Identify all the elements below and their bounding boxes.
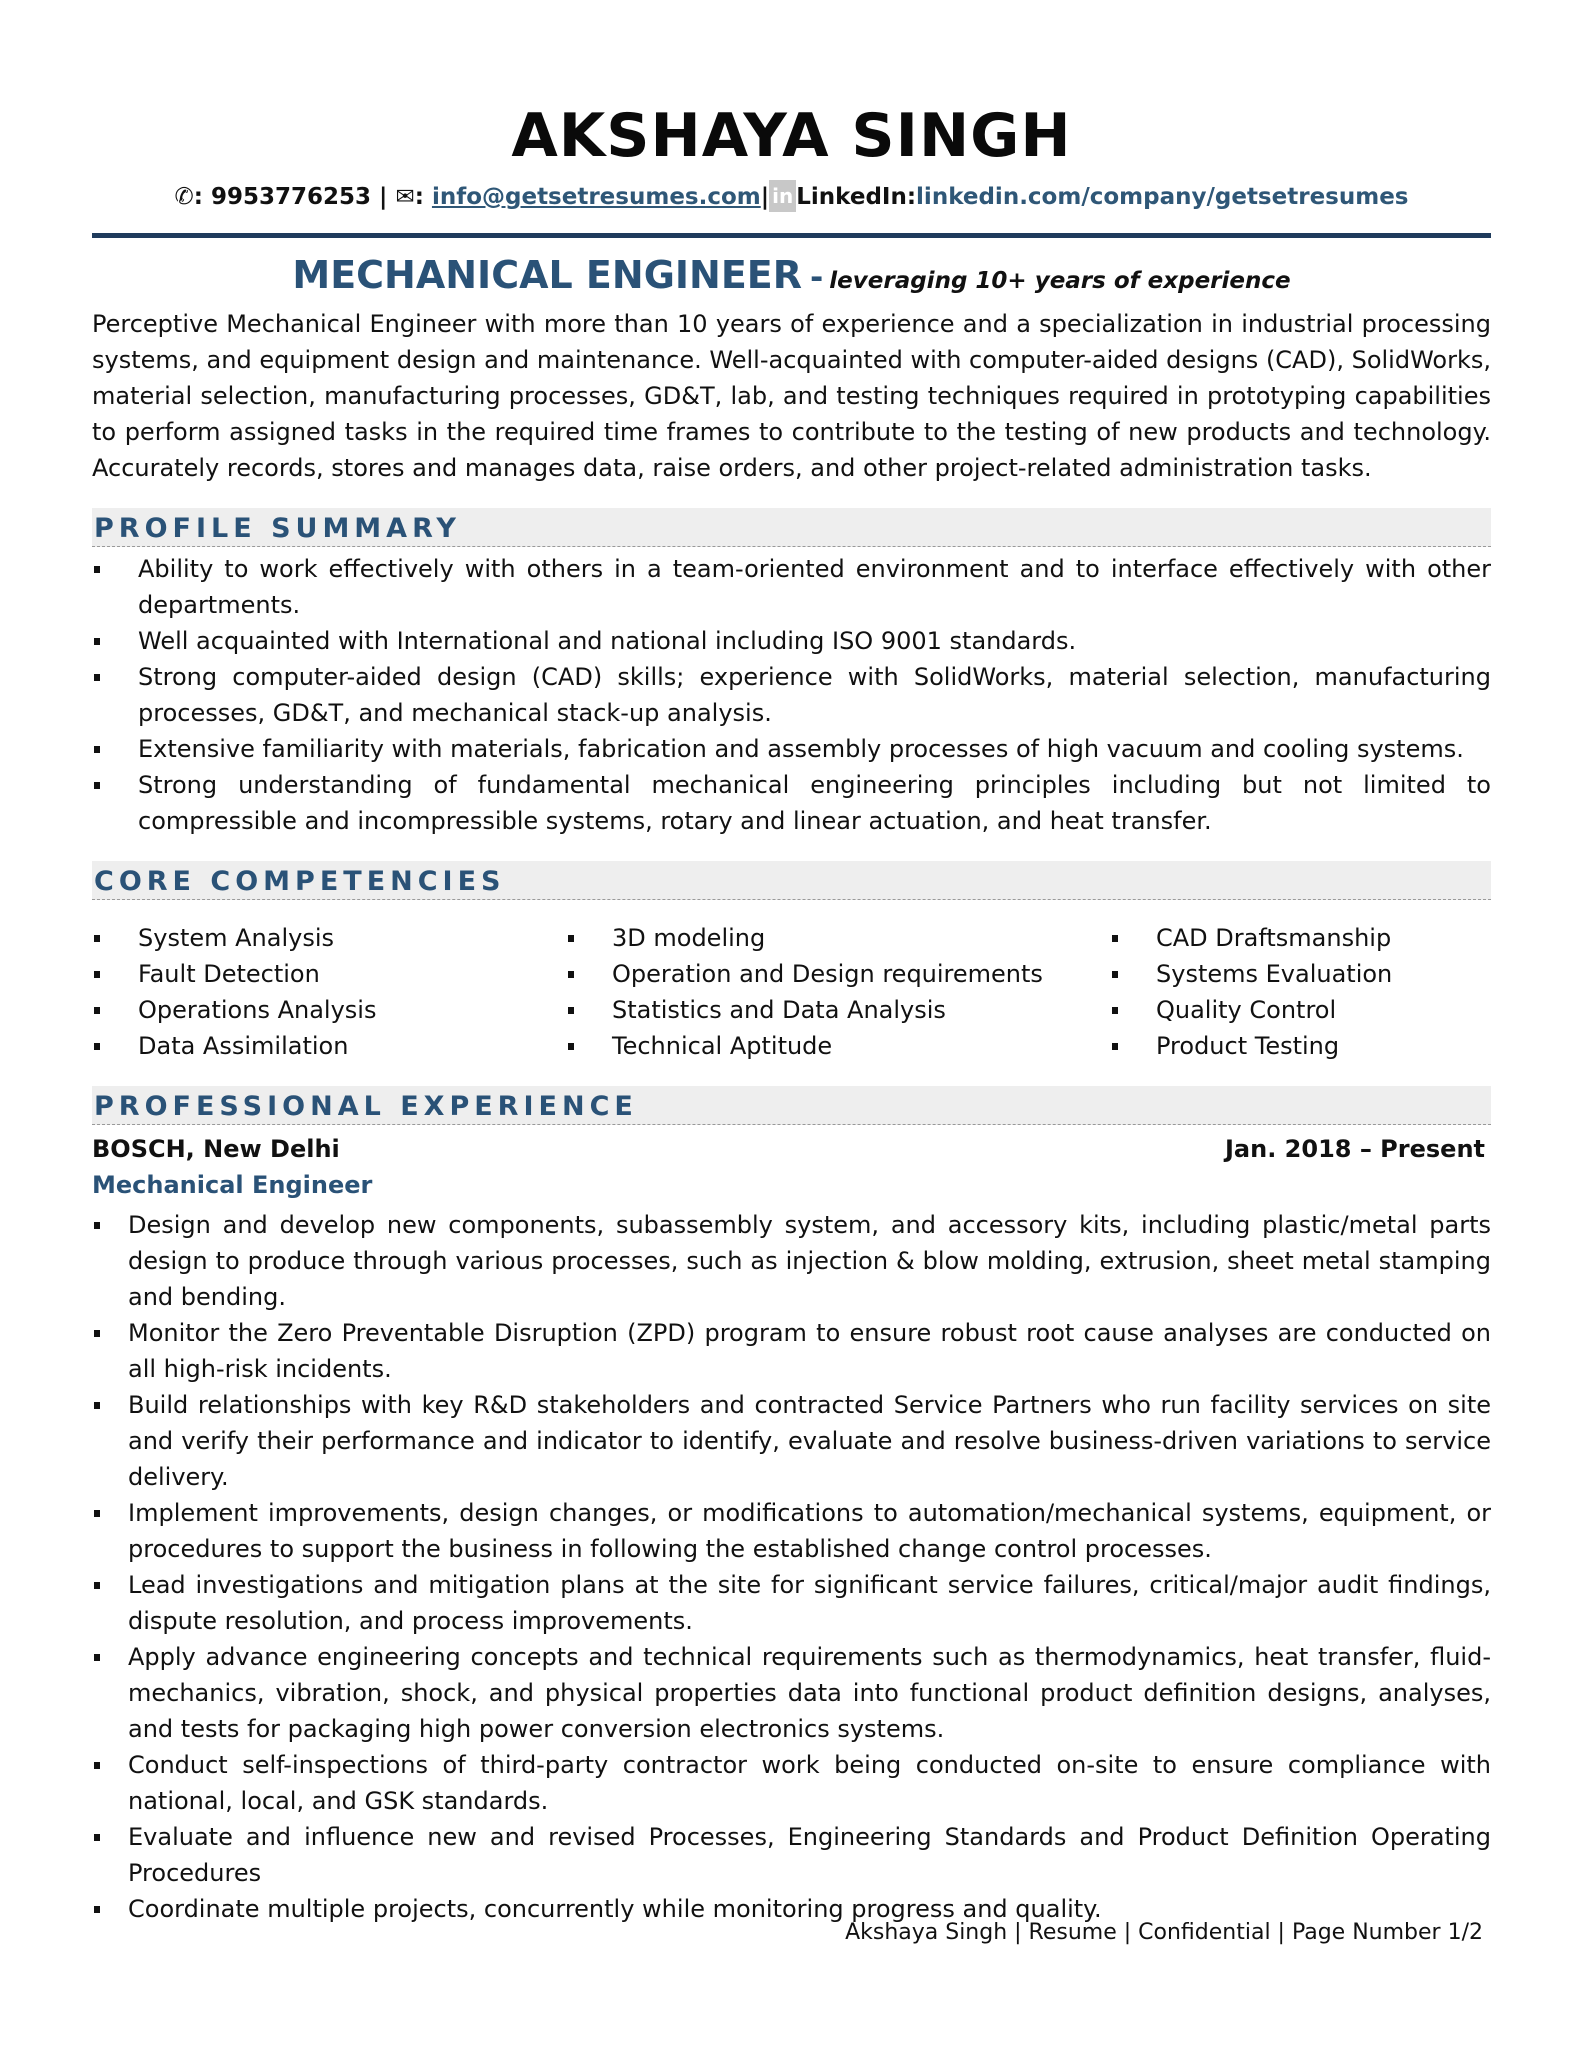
list-item: Product Testing bbox=[1110, 1028, 1392, 1064]
list-item: Design and develop new components, subassembly system, and accessory kits, including plastic/metal parts design to produce through various processes, such as injection & blow molding, extrusion, sheet metal stamping and bending. bbox=[92, 1207, 1491, 1315]
headline bbox=[92, 252, 1491, 306]
contact-separator: | bbox=[760, 184, 770, 210]
summary-paragraph: Perceptive Mechanical Engineer with more than 10 years of experience and a specialization in industrial processing systems, and equipment design and maintenance. Well-acquainted with computer-aided designs (CAD), SolidWorks, material selection, manufacturing processes, GD&T, lab, and testing techniques required in prototyping capabilities to perform assigned tasks in the required time frames to contribute to the testing of new products and technology. Accurately records, stores and manages data, raise orders, and other project-related administration tasks. bbox=[92, 310, 1491, 482]
list-item: Quality Control bbox=[1110, 992, 1392, 1028]
contact-line bbox=[92, 180, 1491, 213]
phone-icon: ✆ bbox=[174, 184, 194, 210]
linkedin-label: LinkedIn: bbox=[796, 184, 917, 210]
list-item: Extensive familiarity with materials, fabrication and assembly processes of high vacuum and cooling systems. bbox=[92, 731, 1491, 767]
phone-number: : 9953776253 | bbox=[193, 184, 396, 210]
competencies-column-3 bbox=[1110, 920, 1392, 1064]
list-item: Statistics and Data Analysis bbox=[566, 992, 1110, 1028]
list-item: Data Assimilation bbox=[92, 1028, 566, 1064]
job-dates: Jan. 2018 – Present bbox=[1224, 1135, 1485, 1163]
list-item: 3D modeling bbox=[566, 920, 1110, 956]
competencies-grid bbox=[92, 920, 1491, 1064]
page-footer: Akshaya Singh | Resume | Confidential | Page Number 1/2 bbox=[845, 1920, 1483, 1945]
list-item: Fault Detection bbox=[92, 956, 566, 992]
list-item: Strong understanding of fundamental mechanical engineering principles including but not limited to compressible and incompressible systems, rotary and linear actuation, and heat transfer. bbox=[92, 767, 1491, 839]
linkedin-icon: in bbox=[769, 180, 796, 212]
list-item: Coordinate multiple projects, concurrently while monitoring progress and quality. bbox=[92, 1891, 1491, 1927]
list-item: Ability to work effectively with others in a team-oriented environment and to interface effectively with other departments. bbox=[92, 551, 1491, 623]
job-role: Mechanical Engineer bbox=[92, 1171, 373, 1199]
list-item: Conduct self-inspections of third-party contractor work being conducted on-site to ensure compliance with national, local, and GSK standards. bbox=[92, 1747, 1491, 1819]
list-item: Implement improvements, design changes, or modifications to automation/mechanical systems, equipment, or procedures to support the business in following the established change control processes. bbox=[92, 1495, 1491, 1567]
list-item: Evaluate and influence new and revised Processes, Engineering Standards and Product Definition Operating Procedures bbox=[92, 1819, 1491, 1891]
profile-summary-list bbox=[92, 551, 1491, 839]
job-header bbox=[92, 1131, 1491, 1167]
header-divider bbox=[92, 233, 1491, 238]
list-item: Technical Aptitude bbox=[566, 1028, 1110, 1064]
list-item: Well acquainted with International and national including ISO 9001 standards. bbox=[92, 623, 1491, 659]
list-item: CAD Draftsmanship bbox=[1110, 920, 1392, 956]
candidate-name: AKSHAYA SINGH bbox=[511, 101, 1072, 171]
envelope-icon: ✉ bbox=[395, 184, 415, 210]
job-title: MECHANICAL ENGINEER bbox=[292, 253, 802, 297]
section-professional-experience bbox=[92, 1086, 1491, 1125]
list-item: Monitor the Zero Preventable Disruption (ZPD) program to ensure robust root cause analyses are conducted on all high-risk incidents. bbox=[92, 1315, 1491, 1387]
section-heading: CORE COMPETENCIES bbox=[94, 866, 506, 897]
list-item: System Analysis bbox=[92, 920, 566, 956]
competencies-column-1 bbox=[92, 920, 566, 1064]
linkedin-link[interactable]: linkedin.com/company/getsetresumes bbox=[916, 184, 1409, 210]
section-core-competencies bbox=[92, 861, 1491, 900]
section-heading: PROFILE SUMMARY bbox=[94, 513, 461, 544]
email-link[interactable]: info@getsetresumes.com bbox=[431, 184, 761, 210]
list-item: Operation and Design requirements bbox=[566, 956, 1110, 992]
list-item: Operations Analysis bbox=[92, 992, 566, 1028]
headline-subtitle: leveraging 10+ years of experience bbox=[829, 268, 1291, 294]
email-separator: : bbox=[414, 184, 432, 210]
list-item: Build relationships with key R&D stakeholders and contracted Service Partners who run facility services on site and verify their performance and indicator to identify, evaluate and resolve business-driven variations to service delivery. bbox=[92, 1387, 1491, 1495]
section-heading: PROFESSIONAL EXPERIENCE bbox=[94, 1091, 638, 1122]
headline-dash: - bbox=[810, 258, 824, 296]
company-name: BOSCH, New Delhi bbox=[92, 1135, 340, 1163]
list-item: Strong computer-aided design (CAD) skills; experience with SolidWorks, material selection, manufacturing processes, GD&T, and mechanical stack-up analysis. bbox=[92, 659, 1491, 731]
list-item: Systems Evaluation bbox=[1110, 956, 1392, 992]
experience-list bbox=[92, 1207, 1491, 1927]
competencies-column-2 bbox=[566, 920, 1110, 1064]
section-profile-summary bbox=[92, 508, 1491, 547]
list-item: Apply advance engineering concepts and technical requirements such as thermodynamics, heat transfer, fluid-mechanics, vibration, shock, and physical properties data into functional product definition designs, analyses, and tests for packaging high power conversion electronics systems. bbox=[92, 1639, 1491, 1747]
list-item: Lead investigations and mitigation plans at the site for significant service failures, critical/major audit findings, dispute resolution, and process improvements. bbox=[92, 1567, 1491, 1639]
